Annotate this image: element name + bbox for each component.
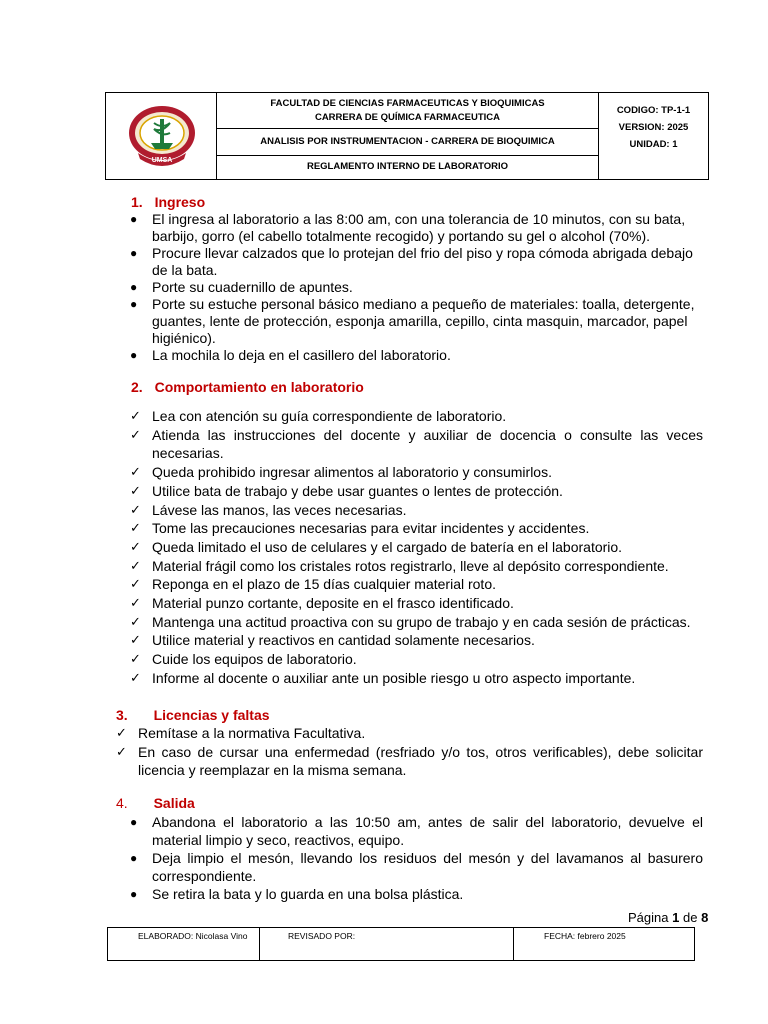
list-item: ✓ Queda prohibido ingresar alimentos al laboratorio y consumirlos. <box>130 464 552 481</box>
prepared-by: ELABORADO: Nicolasa Vino <box>108 928 260 960</box>
document-header <box>105 92 709 180</box>
list-item: ✓ Cuide los equipos de laboratorio. <box>130 651 357 668</box>
career-name: CARRERA DE QUÍMICA FARMACEUTICA <box>314 112 501 123</box>
course-name: ANALISIS POR INSTRUMENTACION - CARRERA DE BIOQUIMICA <box>217 129 598 156</box>
document-date: FECHA: febrero 2025 <box>544 931 626 941</box>
list-item: ✓ Mantenga una actitud proactiva con su grupo de trabajo y en cada sesión de prácticas. <box>130 613 691 630</box>
list-item: ✓ Utilice bata de trabajo y debe usar guantes o lentes de protección. <box>130 482 563 499</box>
checkmark-icon: ✓ <box>116 725 127 740</box>
checkmark-icon: ✓ <box>130 408 141 423</box>
list-item: ● Se retira la bata y lo guarda en una bolsa plástica. <box>130 886 464 902</box>
list-item: ✓ Remítase a la normativa Facultativa. <box>116 725 366 741</box>
checkmark-icon: ✓ <box>130 501 141 517</box>
section-4-heading: 4. Salida <box>116 795 195 811</box>
checkmark-icon: ✓ <box>130 520 141 536</box>
checkmark-icon: ✓ <box>116 743 127 759</box>
list-item: ✓ En caso de cursar una enfermedad (resfriado y/o tos, otros verificables), debe solicitar licencia y reemplazar en la misma semana. <box>116 743 703 778</box>
section-3-heading: 3. Licencias y faltas <box>116 707 270 723</box>
faculty-name: FACULTAD DE CIENCIAS FARMACEUTICAS Y BIOQUIMICAS <box>270 98 545 109</box>
page-number: Página 1 de 8 <box>628 910 709 925</box>
list-item: ✓ Lávese las manos, las veces necesarias. <box>130 501 407 518</box>
list-item: ✓ Lea con atención su guía correspondiente de laboratorio. <box>130 408 507 424</box>
checkmark-icon: ✓ <box>130 482 141 498</box>
document-footer <box>107 927 695 961</box>
list-item: ✓ Atienda las instrucciones del docente y auxiliar de docencia o consulte las veces necesarias. <box>130 426 703 462</box>
list-item: ● Abandona el laboratorio a las 10:50 am, antes de salir del laboratorio, devuelve el material limpio y seco, reactivos, equipo. <box>130 814 703 848</box>
list-item: ✓ Material punzo cortante, deposite en el frasco identificado. <box>130 595 514 612</box>
reviewed-by: REVISADO POR: <box>260 928 514 960</box>
checkmark-icon: ✓ <box>130 669 141 685</box>
section-2-list <box>130 407 703 688</box>
section-2-heading: 2. Comportamiento en laboratorio <box>131 379 364 395</box>
checkmark-icon: ✓ <box>130 613 141 629</box>
doc-unit: UNIDAD: 1 <box>629 139 678 150</box>
list-item: ✓ Reponga en el plazo de 15 días cualquier material roto. <box>130 576 496 593</box>
checkmark-icon: ✓ <box>130 557 141 573</box>
section-3-list <box>116 724 703 780</box>
checkmark-icon: ✓ <box>130 595 141 611</box>
logo-cell <box>106 93 217 179</box>
list-item: ● Porte su estuche personal básico mediano a pequeño de materiales: toalla, detergente, guantes, lente de protección, esponja amarilla, cepillo, cinta masquin, marcador, papel higiénico). <box>130 296 695 346</box>
checkmark-icon: ✓ <box>130 426 141 442</box>
section-1-heading: 1. Ingreso <box>131 194 206 210</box>
doc-version: VERSION: 2025 <box>618 122 689 133</box>
checkmark-icon: ✓ <box>130 464 141 480</box>
logo-text: UMSA <box>151 157 173 164</box>
checkmark-icon: ✓ <box>130 538 141 554</box>
list-item: ✓ Material frágil como los cristales rotos registrarlo, lleve al depósito correspondiente. <box>130 557 669 574</box>
doc-code: CODIGO: TP-1-1 <box>616 105 691 116</box>
list-item: ✓ Queda limitado el uso de celulares y el cargado de batería en el laboratorio. <box>130 538 623 555</box>
list-item: ● El ingresa al laboratorio a las 8:00 am, con una tolerancia de 10 minutos, con su bata, barbijo, gorro (el cabello totalmente recogido) y portando su gel o alcohol (70%). <box>130 211 686 244</box>
section-1-list <box>130 211 712 364</box>
checkmark-icon: ✓ <box>130 576 141 592</box>
list-item: ● La mochila lo deja en el casillero del laboratorio. <box>130 347 451 363</box>
checkmark-icon: ✓ <box>130 632 141 648</box>
document-title: REGLAMENTO INTERNO DE LABORATORIO <box>306 161 509 172</box>
university-seal-logo <box>124 103 200 169</box>
list-item: ● Porte su cuadernillo de apuntes. <box>130 279 353 295</box>
section-4-list <box>130 813 703 903</box>
checkmark-icon: ✓ <box>130 651 141 667</box>
list-item: ✓ Utilice material y reactivos en cantidad solamente necesarios. <box>130 632 535 649</box>
list-item: ✓ Tome las precauciones necesarias para evitar incidentes y accidentes. <box>130 520 590 537</box>
list-item: ✓ Informe al docente o auxiliar ante un posible riesgo u otro aspecto importante. <box>130 669 636 686</box>
header-titles <box>217 93 599 179</box>
list-item: ● Procure llevar calzados que lo protejan del frio del piso y ropa cómoda abrigada debajo de la bata. <box>130 245 693 278</box>
list-item: ● Deja limpio el mesón, llevando los residuos del mesón y del lavamanos al basurero correspondiente. <box>130 850 703 884</box>
doc-meta <box>599 93 708 179</box>
